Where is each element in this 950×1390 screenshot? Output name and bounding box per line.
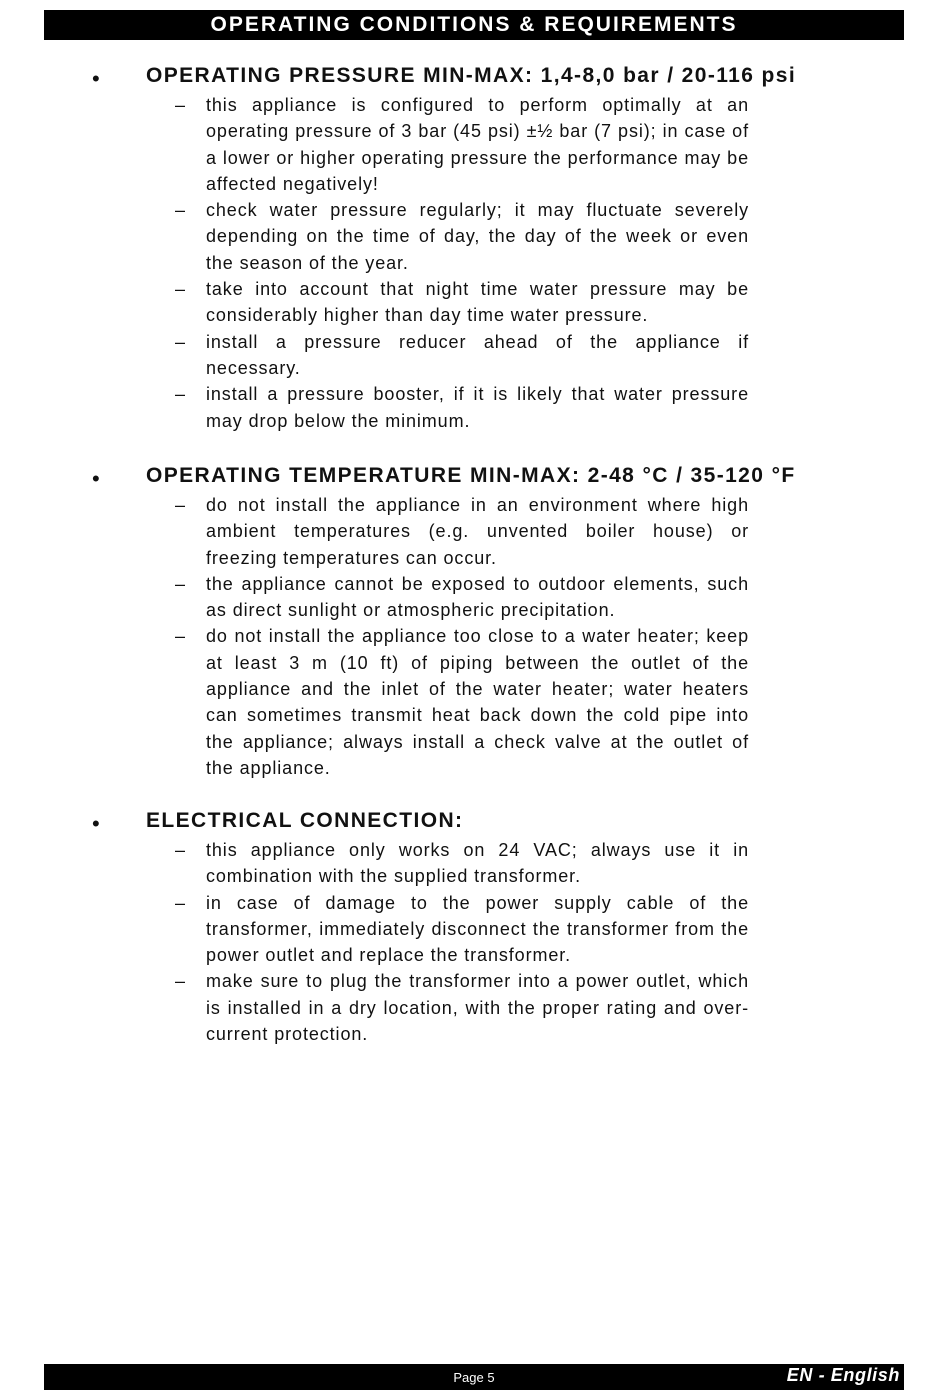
- footer-bar: [44, 1364, 904, 1390]
- section-title: ELECTRICAL CONNECTION:: [146, 809, 464, 832]
- requirement-list: [0, 92, 950, 434]
- list-item: – make sure to plug the transformer into a power outlet, which is installed in a dry location, with the proper rating and over-current protection.: [0, 968, 950, 1047]
- dash-icon: –: [175, 279, 186, 300]
- requirement-list: [0, 837, 950, 1047]
- dash-icon: –: [175, 95, 186, 115]
- list-item: – do not install the appliance in an environment where high ambient temperatures (e.g. unvented boiler house) or freezing temperatures can occur.: [0, 492, 950, 571]
- list-item: – install a pressure reducer ahead of the appliance if necessary.: [0, 329, 950, 382]
- dash-icon: –: [175, 840, 186, 860]
- list-item: – do not install the appliance too close to a water heater; keep at least 3 m (10 ft) of piping between the outlet of the appliance and the inlet of the water heater; water heaters can sometimes transmit heat back down the cold pipe into the appliance; always install a check valve at the outlet of the appliance.: [0, 623, 950, 781]
- bullet-icon: •: [92, 811, 100, 836]
- section-title: OPERATING TEMPERATURE MIN-MAX: 2-48 °C / 35-120 °F: [146, 464, 796, 487]
- list-item: – the appliance cannot be exposed to outdoor elements, such as direct sunlight or atmospheric precipitation.: [0, 571, 950, 624]
- list-item: – this appliance only works on 24 VAC; always use it in combination with the supplied transformer.: [0, 837, 950, 890]
- bullet-icon: •: [92, 466, 100, 491]
- language-label: EN - English: [786, 1365, 900, 1385]
- bullet-icon: •: [92, 66, 100, 91]
- dash-icon: –: [175, 384, 186, 405]
- list-item: – install a pressure booster, if it is likely that water pressure may drop below the minimum.: [0, 381, 950, 434]
- page-number: Page 5: [453, 1370, 495, 1385]
- dash-icon: –: [175, 573, 186, 594]
- section-title: OPERATING PRESSURE MIN-MAX: 1,4-8,0 bar / 20-116 psi: [146, 64, 797, 87]
- dash-icon: –: [175, 892, 186, 913]
- requirement-list: [0, 492, 950, 781]
- dash-icon: –: [175, 495, 186, 515]
- section-header-bar: [44, 10, 904, 40]
- dash-icon: –: [175, 971, 186, 992]
- list-item: – this appliance is configured to perform optimally at an operating pressure of 3 bar (45 psi) ±½ bar (7 psi); in case of a lower or higher operating pressure the performance may be affected negatively!: [0, 92, 950, 197]
- list-item: – in case of damage to the power supply cable of the transformer, immediately disconnect the transformer from the power outlet and replace the transformer.: [0, 890, 950, 969]
- dash-icon: –: [175, 626, 186, 647]
- page-title: OPERATING CONDITIONS & REQUIREMENTS: [210, 13, 738, 36]
- list-item: – check water pressure regularly; it may fluctuate severely depending on the time of day, the day of the week or even the season of the year.: [0, 197, 950, 276]
- dash-icon: –: [175, 200, 186, 221]
- list-item: – take into account that night time water pressure may be considerably higher than day time water pressure.: [0, 276, 950, 329]
- dash-icon: –: [175, 331, 186, 352]
